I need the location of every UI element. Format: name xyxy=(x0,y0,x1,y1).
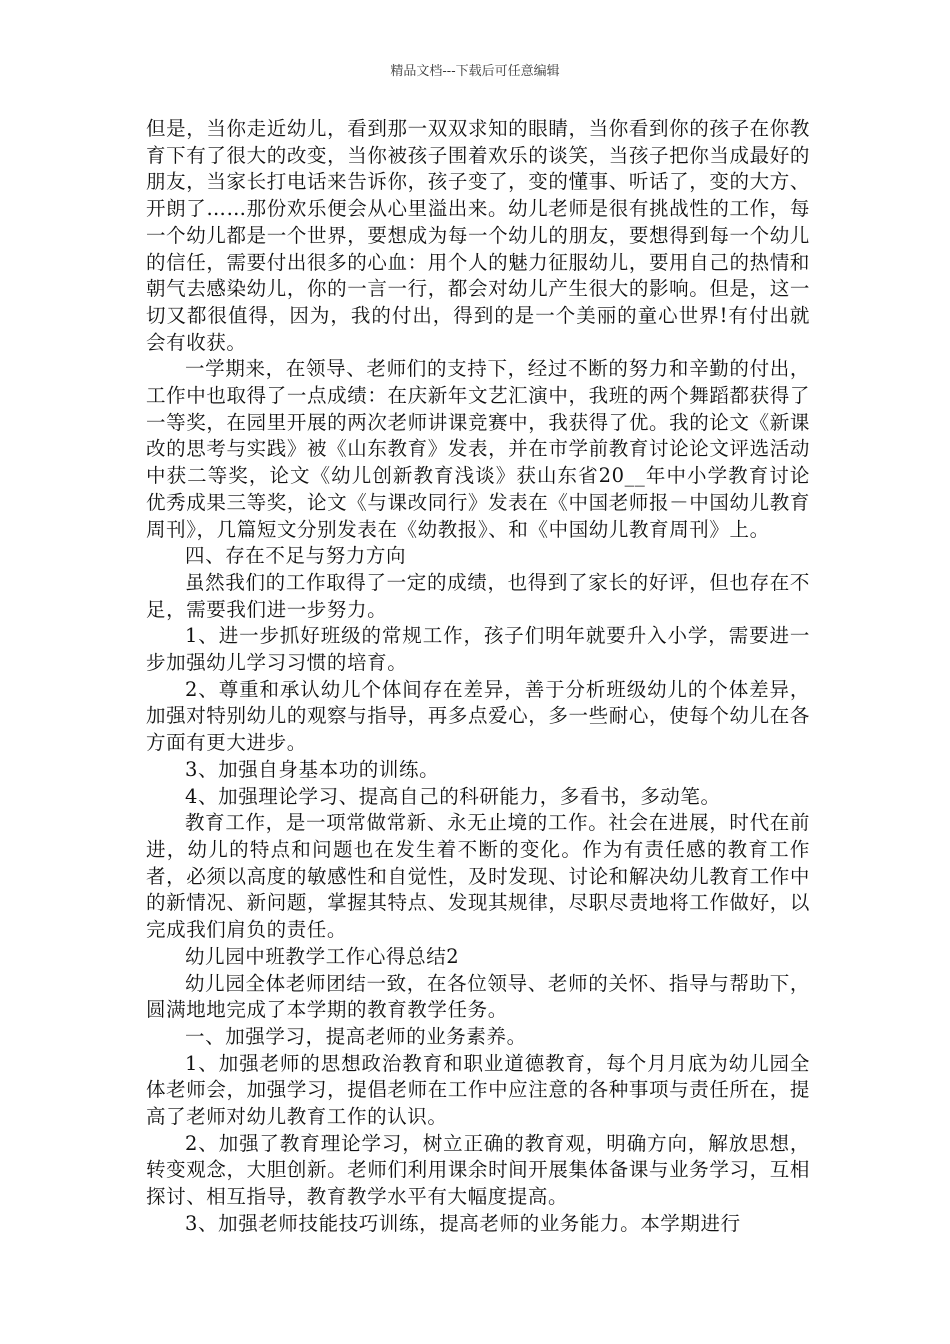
list-item: 2、加强了教育理论学习，树立正确的教育观，明确方向，解放思想，转变观念，大胆创新。老师们利用课余时间开展集体备课与业务学习，互相探讨、相互指导，教育教学水平有大幅度提高。 xyxy=(146,1131,810,1209)
section-heading: 一、加强学习，提高老师的业务素养。 xyxy=(185,1024,527,1048)
list-item: 3、加强老师技能技巧训练，提高老师的业务能力。本学期进行 xyxy=(185,1211,741,1235)
paragraph: 幼儿园全体老师团结一致，在各位领导、老师的关怀、指导与帮助下，圆满地地完成了本学期的教育教学任务。 xyxy=(146,971,810,1022)
paragraph: 教育工作，是一项常做常新、永无止境的工作。社会在进展，时代在前进，幼儿的特点和问题也在发生着不断的变化。作为有责任感的教育工作者，必须以高度的敏感性和自觉性，及时发现、讨论和解决幼儿教育工作中的新情况、新问题，掌握其特点、发现其规律，尽职尽责地将工作做好，以完成我们肩负的责任。 xyxy=(146,811,810,942)
paragraph: 一学期来，在领导、老师们的支持下，经过不断的努力和辛勤的付出，工作中也取得了一点成绩：在庆新年文艺汇演中，我班的两个舞蹈都获得了一等奖，在园里开展的两次老师讲课竞赛中，我获得了优。我的论文《新课改的思考与实践》被《山东教育》发表，并在市学前教育讨论论文评选活动中获二等奖，论文《幼儿创新教育浅谈》获山东省20__年中小学教育讨论优秀成果三等奖，论文《与课改同行》发表在《中国老师报－中国幼儿教育周刊》，几篇短文分别发表在《幼教报》、和《中国幼儿教育周刊》上。 xyxy=(146,357,810,541)
section-heading: 四、存在不足与努力方向 xyxy=(185,544,407,568)
document-body xyxy=(146,116,810,1238)
page-header: 精品文档---下载后可任意编辑 xyxy=(390,64,560,79)
list-item: 1、加强老师的思想政治教育和职业道德教育，每个月月底为幼儿园全体老师会，加强学习，提倡老师在工作中应注意的各种事项与责任所在，提高了老师对幼儿教育工作的认识。 xyxy=(146,1051,810,1129)
list-item: 4、加强理论学习、提高自己的科研能力，多看书，多动笔。 xyxy=(185,784,721,808)
document-subtitle: 幼儿园中班教学工作心得总结2 xyxy=(185,944,460,968)
list-item: 1、进一步抓好班级的常规工作，孩子们明年就要升入小学，需要进一步加强幼儿学习习惯的培育。 xyxy=(146,624,810,675)
list-item: 2、尊重和承认幼儿个体间存在差异，善于分析班级幼儿的个体差异，加强对特别幼儿的观察与指导，再多点爱心，多一些耐心，使每个幼儿在各方面有更大进步。 xyxy=(146,677,810,755)
paragraph: 但是，当你走近幼儿，看到那一双双求知的眼睛，当你看到你的孩子在你教育下有了很大的改变，当你被孩子围着欢乐的谈笑，当孩子把你当成最好的朋友，当家长打电话来告诉你，孩子变了，变的懂事、听话了，变的大方、开朗了……那份欢乐便会从心里溢出来。幼儿老师是很有挑战性的工作，每一个幼儿都是一个世界，要想成为每一个幼儿的朋友，要想得到每一个幼儿的信任，需要付出很多的心血：用个人的魅力征服幼儿，要用自己的热情和朝气去感染幼儿，你的一言一行，都会对幼儿产生很大的影响。但是，这一切又都很值得，因为，我的付出，得到的是一个美丽的童心世界!有付出就会有收获。 xyxy=(146,117,810,354)
paragraph: 虽然我们的工作取得了一定的成绩，也得到了家长的好评，但也存在不足，需要我们进一步努力。 xyxy=(146,570,810,621)
list-item: 3、加强自身基本功的训练。 xyxy=(185,757,440,781)
